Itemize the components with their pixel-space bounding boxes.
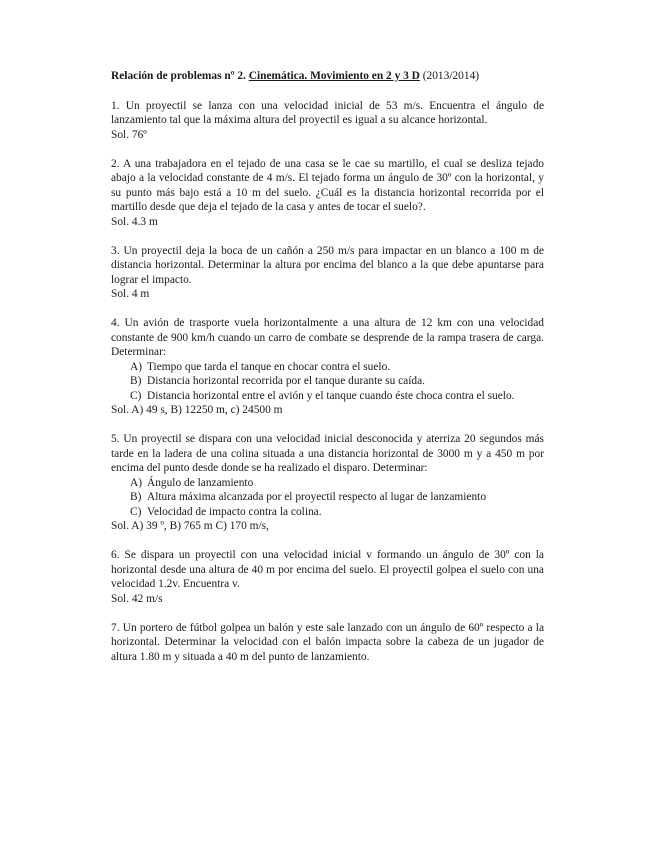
problem-1-solution: Sol. 76º — [111, 128, 147, 141]
problem-4-items — [111, 360, 544, 404]
problem-3 — [111, 244, 544, 302]
problem-2 — [111, 157, 544, 230]
item-marker: A) — [130, 360, 143, 373]
item-marker: B) — [130, 375, 142, 387]
list-item — [130, 360, 544, 375]
problem-3-statement: 3. Un proyectil deja la boca de un cañón a 250 m/s para impactar en un blanco a 100 m de distancia horizontal. Determinar la altura por encima del blanco a la que debe apuntarse para lograr el impacto. — [111, 244, 544, 286]
problem-6 — [111, 548, 544, 606]
problem-4 — [111, 316, 544, 418]
problem-6-solution: Sol. 42 m/s — [111, 592, 163, 605]
list-item — [130, 389, 544, 404]
list-item — [130, 490, 544, 505]
item-text: Distancia horizontal recorrida por el tanque durante su caída. — [147, 375, 426, 387]
problem-5-solution: Sol. A) 39 º, B) 765 m C) 170 m/s, — [111, 520, 269, 532]
title-topic: Cinemática. Movimiento en 2 y 3 D — [248, 70, 420, 82]
problem-6-statement: 6. Se dispara un proyectil con una velocidad inicial v formando un ángulo de 30º con la horizontal desde una altura de 40 m por encima del suelo. El proyectil golpea el suelo con una velocidad 1.2v. Encuentra v. — [111, 549, 544, 590]
item-text: Ángulo de lanzamiento — [147, 476, 254, 489]
document-page — [111, 69, 544, 679]
item-marker: B) — [130, 491, 142, 503]
problem-1 — [111, 99, 544, 143]
problem-4-solution: Sol. A) 49 s, B) 12250 m, c) 24500 m — [111, 404, 283, 416]
problem-5-items — [111, 476, 544, 520]
document-title — [111, 69, 544, 84]
list-item — [130, 505, 544, 520]
list-item — [130, 374, 544, 389]
item-marker: C) — [130, 505, 142, 518]
item-text: Altura máxima alcanzada por el proyectil respecto al lugar de lanzamiento — [147, 491, 487, 503]
item-marker: A) — [130, 476, 143, 489]
item-text: Distancia horizontal entre el avión y el tanque cuando éste choca contra el suelo. — [147, 389, 515, 402]
item-marker: C) — [130, 389, 142, 402]
problem-4-statement: 4. Un avión de trasporte vuela horizontalmente a una altura de 12 km con una velocidad constante de 900 km/h cuando un carro de combate se desprende de la rampa trasera de carga. Determinar: — [111, 317, 544, 358]
item-text: Velocidad de impacto contra la colina. — [147, 505, 322, 518]
problem-5 — [111, 432, 544, 534]
problem-2-solution: Sol. 4.3 m — [111, 215, 158, 228]
problem-1-statement: 1. Un proyectil se lanza con una velocidad inicial de 53 m/s. Encuentra el ángulo de lanzamiento tal que la máxima altura del proyectil es igual a su alcance horizontal. — [111, 99, 544, 126]
title-prefix: Relación de problemas nº 2. — [111, 70, 246, 82]
item-text: Tiempo que tarda el tanque en chocar contra el suelo. — [147, 360, 391, 373]
problem-7 — [111, 621, 544, 665]
list-item — [130, 476, 544, 491]
problem-7-statement: 7. Un portero de fútbol golpea un balón y este sale lanzado con un ángulo de 60º respecto a la horizontal. Determinar la velocidad con el balón impacta sobre la cabeza de un jugador de altura 1.80 m y situada a 40 m del punto de lanzamiento. — [111, 621, 544, 663]
problem-2-statement: 2. A una trabajadora en el tejado de una casa se le cae su martillo, el cual se desliza tejado abajo a la velocidad constante de 4 m/s. El tejado forma un ángulo de 30º con la horizontal, y su punto más bajo está a 10 m del suelo. ¿Cuál es la distancia horizontal recorrida por el martillo desde que deja el tejado de la casa y antes de tocar el suelo?. — [111, 157, 544, 213]
problem-5-statement: 5. Un proyectil se dispara con una velocidad inicial desconocida y aterriza 20 segundos más tarde en la ladera de una colina situada a una distancia horizontal de 3000 m y a 450 m por encima del punto desde donde se ha realizado el disparo. Determinar: — [111, 433, 544, 474]
problem-3-solution: Sol. 4 m — [111, 288, 150, 300]
title-year: (2013/2014) — [422, 70, 480, 82]
